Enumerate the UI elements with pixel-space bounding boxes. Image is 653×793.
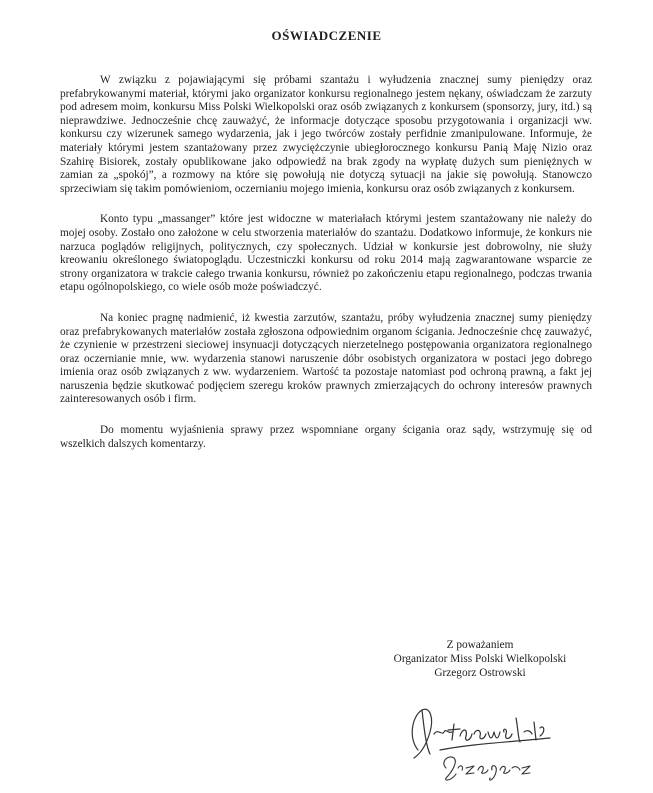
paragraph-4: Do momentu wyjaśnienia sprawy przez wspomniane organy ścigania oraz sądy, wstrzymuję się od wszelkich dalszych komentarzy. bbox=[60, 424, 592, 450]
document-body bbox=[60, 74, 592, 468]
closing-name: Grzegorz Ostrowski bbox=[434, 667, 526, 679]
paragraph-1: W związku z pojawiającymi się próbami szantażu i wyłudzenia znacznej sumy pieniędzy oraz prefabrykowanymi materiał, którymi jako organizator konkursu regionalnego jestem nękany, oświadczam że zarzuty pod adresem moim, konkursu Miss Polski Wielkopolski oraz osób związanych z konkursem (sponsorzy, jury, itd.) są nieprawdziwe. Jednocześnie chcę zauważyć, że informacje dotyczące sposobu przygotowania i organizacji ww. konkursu czy wizerunek samego wydarzenia, jak i jego twórców zostały perfidnie zmanipulowane. Informuje, że materiały którymi jestem szantażowany przez zwyciężczynie ubiegłorocznego konkursu Panią Maję Nizio oraz Szahirę Bisiorek, zostały opublikowane jako odpowiedź na brak zgody na wypłatę dużych sum pieniężnych w zamian za „spokój”, a rozmowy na które się powołują nie dotyczą sytuacji na jakie się powołują. Stanowczo sprzeciwiam się takim pomówieniom, oczernianiu mojego imienia, konkursu oraz osób związanych z konkursem. bbox=[60, 74, 592, 195]
paragraph-3: Na koniec pragnę nadmienić, iż kwestia zarzutów, szantażu, próby wyłudzenia znacznej sumy pieniędzy oraz prefabrykowanych materiałów została zgłoszona odpowiednim organom ścigania. Jednocześnie chcę zauważyć, że czynienie w przestrzeni sieciowej insynuacji dotyczących nierzetelnego postępowania organizatora regionalnego oraz oczernianie mnie, ww. wydarzenia stanowi naruszenie dóbr osobistych organizatora w postaci jego dobrego imienia oraz osób związanych z ww. wydarzeniem. Wartość ta pozostaje natomiast pod ochroną prawną, a fakt jej naruszenia będzie skutkować podjęciem szeregu kroków prawnych zmierzających do ochrony interesów prawnych zainteresowanych osób i firm. bbox=[60, 311, 592, 406]
handwritten-signature bbox=[400, 688, 570, 788]
closing-regards: Z poważaniem bbox=[446, 639, 514, 651]
closing-role: Organizator Miss Polski Wielkopolski bbox=[393, 653, 567, 665]
document-title: OŚWIADCZENIE bbox=[271, 28, 382, 43]
paragraph-2: Konto typu „massanger” które jest widoczne w materiałach którymi jestem szantażowany nie należy do mojej osoby. Zostało ono założone w celu stworzenia materiałów do szantażu. Dodatkowo informuje, że konkurs nie narzuca poglądów religijnych, politycznych, czy społecznych. Udział w konkursie jest dobrowolny, nie służy kreowaniu określonego światopoglądu. Uczestniczki konkursu od roku 2014 mają zagwarantowane wsparcie ze strony organizatora w trakcie całego trwania konkursu, również po zakończeniu etapu regionalnego, podczas trwania etapu ogólnopolskiego, co wiele osób może poświadczyć. bbox=[60, 213, 592, 294]
closing-block bbox=[360, 638, 600, 680]
